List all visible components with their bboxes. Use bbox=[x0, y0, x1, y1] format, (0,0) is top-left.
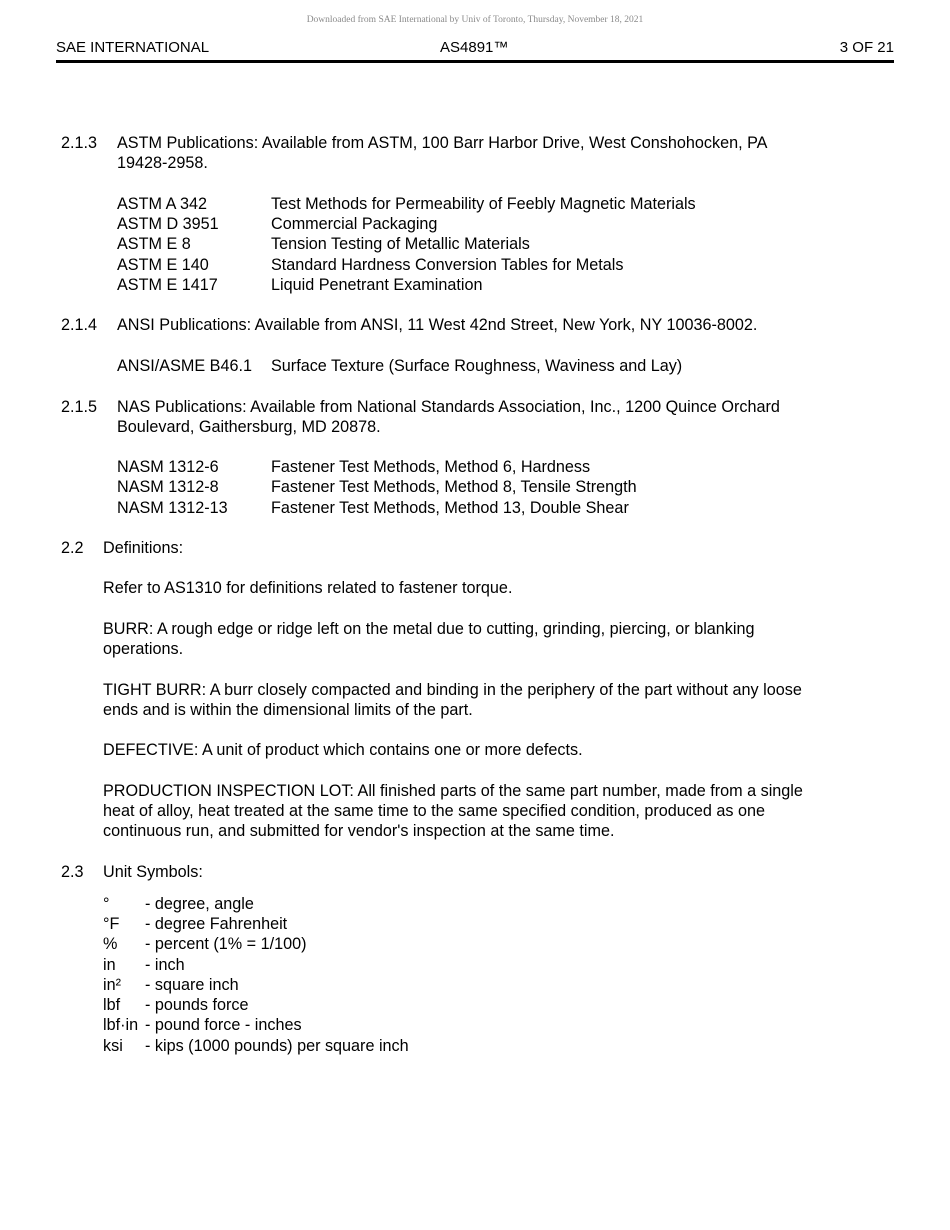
unit-description: - kips (1000 pounds) per square inch bbox=[145, 1037, 409, 1055]
section-title: Definitions: bbox=[103, 539, 184, 557]
section-number: 2.2 bbox=[61, 539, 84, 557]
definition-tight-burr: TIGHT BURR: A burr closely compacted and binding in the periphery of the part without any loose bbox=[103, 681, 802, 699]
section-number: 2.3 bbox=[61, 863, 84, 881]
ref-title: Surface Texture (Surface Roughness, Waviness and Lay) bbox=[271, 357, 683, 375]
ref-title: Tension Testing of Metallic Materials bbox=[271, 235, 530, 253]
ref-code: ASTM E 140 bbox=[117, 256, 209, 274]
section-text: ANSI Publications: Available from ANSI, 11 West 42nd Street, New York, NY 10036-8002. bbox=[117, 316, 758, 334]
ref-code: NASM 1312-8 bbox=[117, 478, 219, 496]
ref-title: Liquid Penetrant Examination bbox=[271, 276, 483, 294]
definition-burr: operations. bbox=[103, 640, 184, 658]
section-text: NAS Publications: Available from National Standards Association, Inc., 1200 Quince Orchard bbox=[117, 398, 780, 416]
unit-description: - percent (1% = 1/100) bbox=[145, 935, 307, 953]
section-number: 2.1.5 bbox=[61, 398, 98, 416]
unit-symbol: lbf·in bbox=[103, 1016, 139, 1034]
ref-title: Test Methods for Permeability of Feebly Magnetic Materials bbox=[271, 195, 696, 213]
unit-description: - degree Fahrenheit bbox=[145, 915, 288, 933]
ref-code: NASM 1312-6 bbox=[117, 458, 219, 476]
section-number: 2.1.4 bbox=[61, 316, 98, 334]
unit-description: - pounds force bbox=[145, 996, 249, 1014]
definition-tight-burr: ends and is within the dimensional limits of the part. bbox=[103, 701, 473, 719]
ref-code: NASM 1312-13 bbox=[117, 499, 228, 517]
section-number: 2.1.3 bbox=[61, 134, 98, 152]
ref-code: ASTM D 3951 bbox=[117, 215, 219, 233]
definition-intro: Refer to AS1310 for definitions related to fastener torque. bbox=[103, 579, 513, 597]
unit-symbol: lbf bbox=[103, 996, 121, 1014]
ref-code: ASTM A 342 bbox=[117, 195, 207, 213]
definition-production-lot: PRODUCTION INSPECTION LOT: All finished parts of the same part number, made from a single bbox=[103, 782, 803, 800]
page-header bbox=[56, 38, 894, 63]
section-text: 19428-2958. bbox=[117, 154, 208, 172]
ref-title: Fastener Test Methods, Method 13, Double Shear bbox=[271, 499, 629, 517]
ref-title: Commercial Packaging bbox=[271, 215, 438, 233]
section-text: ASTM Publications: Available from ASTM, 100 Barr Harbor Drive, West Conshohocken, PA bbox=[117, 134, 768, 152]
header-page-number: 3 OF 21 bbox=[839, 39, 894, 56]
ref-title: Fastener Test Methods, Method 8, Tensile Strength bbox=[271, 478, 637, 496]
section-title: Unit Symbols: bbox=[103, 863, 203, 881]
unit-symbol: % bbox=[103, 935, 118, 953]
unit-description: - square inch bbox=[145, 976, 239, 994]
definition-burr: BURR: A rough edge or ridge left on the metal due to cutting, grinding, piercing, or blanking bbox=[103, 620, 755, 638]
unit-description: - degree, angle bbox=[145, 895, 254, 913]
unit-symbol: ° bbox=[103, 895, 110, 913]
section-text: Boulevard, Gaithersburg, MD 20878. bbox=[117, 418, 381, 436]
header-org: SAE INTERNATIONAL bbox=[56, 39, 210, 56]
ref-title: Fastener Test Methods, Method 6, Hardness bbox=[271, 458, 591, 476]
unit-symbol: ksi bbox=[103, 1037, 123, 1055]
unit-symbol: in² bbox=[103, 976, 121, 994]
unit-symbol: in bbox=[103, 956, 116, 974]
ref-code: ASTM E 1417 bbox=[117, 276, 218, 294]
ref-code: ASTM E 8 bbox=[117, 235, 191, 253]
header-doc-number: AS4891™ bbox=[440, 39, 509, 56]
unit-symbol: °F bbox=[103, 915, 120, 933]
ref-title: Standard Hardness Conversion Tables for Metals bbox=[271, 256, 624, 274]
definition-production-lot: heat of alloy, heat treated at the same time to the same specified condition, produced as one bbox=[103, 802, 765, 820]
ref-code: ANSI/ASME B46.1 bbox=[117, 357, 252, 375]
definition-production-lot: continuous run, and submitted for vendor's inspection at the same time. bbox=[103, 822, 615, 840]
unit-description: - pound force - inches bbox=[145, 1016, 302, 1034]
download-watermark: Downloaded from SAE International by Univ of Toronto, Thursday, November 18, 2021 bbox=[306, 15, 644, 25]
definition-defective: DEFECTIVE: A unit of product which contains one or more defects. bbox=[103, 741, 583, 759]
unit-description: - inch bbox=[145, 956, 185, 974]
